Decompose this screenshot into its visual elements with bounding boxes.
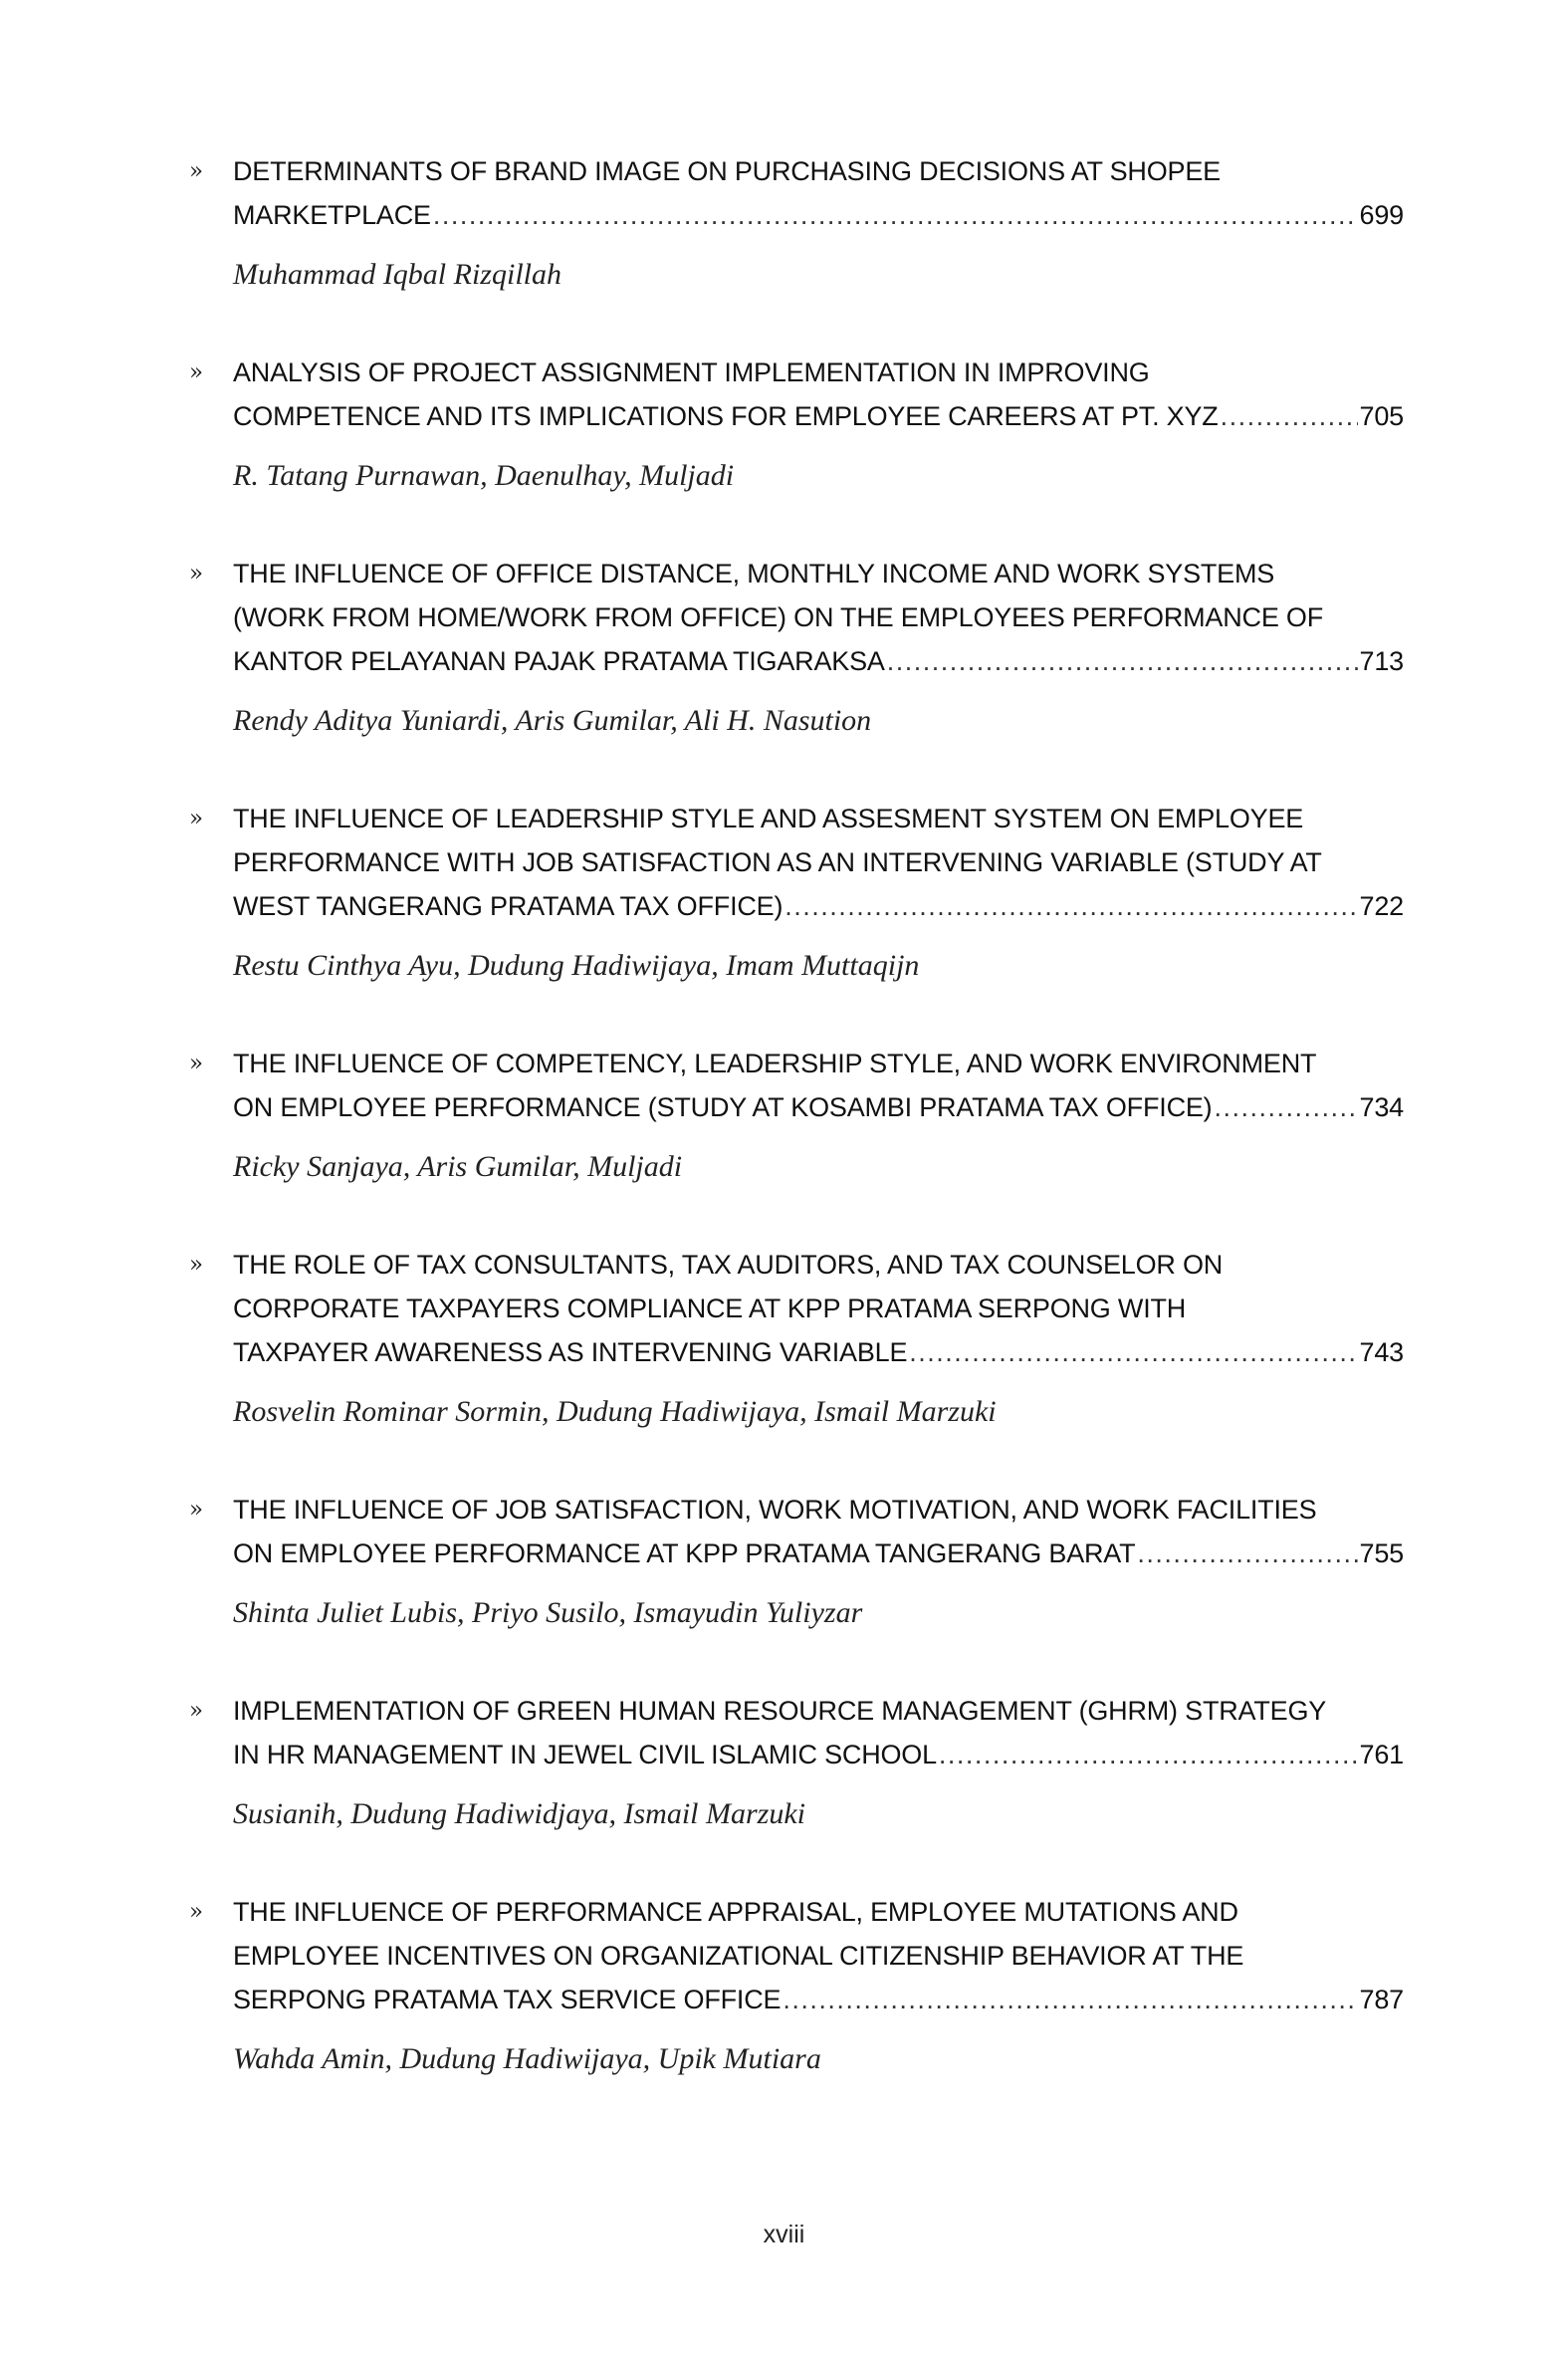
entry-title-line: THE INFLUENCE OF COMPETENCY, LEADERSHIP STYLE, AND WORK ENVIRONMENT [233, 1049, 1317, 1078]
entry-title-line: THE INFLUENCE OF JOB SATISFACTION, WORK MOTIVATION, AND WORK FACILITIES [233, 1495, 1317, 1525]
entry-title-last-line [233, 193, 1404, 237]
entry-title-line: THE INFLUENCE OF PERFORMANCE APPRAISAL, EMPLOYEE MUTATIONS AND [233, 1897, 1238, 1927]
entry-title-last-line [233, 1531, 1404, 1575]
entry-title-last-line [233, 1330, 1404, 1374]
bullet-icon: » [189, 561, 204, 587]
entry-title-line: IN HR MANAGEMENT IN JEWEL CIVIL ISLAMIC SCHOOL [233, 1740, 937, 1769]
dot-leader [433, 193, 1358, 237]
dot-leader [784, 884, 1357, 928]
entry-title-line: DETERMINANTS OF BRAND IMAGE ON PURCHASING DECISIONS AT SHOPEE [233, 156, 1221, 186]
entry-title-last-line [233, 1733, 1404, 1776]
entry-authors: Wahda Amin, Dudung Hadiwijaya, Upik Mutiara [233, 2042, 821, 2075]
bullet-icon: » [189, 158, 204, 184]
entry-title-last-line [233, 394, 1404, 438]
entry-title-line: ANALYSIS OF PROJECT ASSIGNMENT IMPLEMENTATION IN IMPROVING [233, 357, 1150, 387]
dot-leader [1214, 1085, 1357, 1129]
entry-title-line: ON EMPLOYEE PERFORMANCE AT KPP PRATAMA TANGERANG BARAT [233, 1538, 1136, 1568]
entry-page-number: 699 [1359, 200, 1404, 230]
entry-title-last-line [233, 1978, 1404, 2021]
entry-page-number: 743 [1359, 1337, 1404, 1367]
entry-authors: Rendy Aditya Yuniardi, Aris Gumilar, Ali H. Nasution [233, 704, 872, 737]
page-number: xviii [763, 2221, 805, 2248]
bullet-icon: » [189, 1899, 204, 1925]
entry-title-line: ON EMPLOYEE PERFORMANCE (STUDY AT KOSAMBI PRATAMA TAX OFFICE) [233, 1092, 1213, 1122]
dot-leader [909, 1330, 1357, 1374]
entry-title-line: WEST TANGERANG PRATAMA TAX OFFICE) [233, 891, 784, 921]
entry-page-number: 713 [1359, 646, 1404, 676]
bullet-icon: » [189, 1497, 204, 1523]
entry-title-last-line [233, 1085, 1404, 1129]
bullet-icon: » [189, 1698, 204, 1724]
entry-title-line: KANTOR PELAYANAN PAJAK PRATAMA TIGARAKSA [233, 646, 885, 676]
entry-authors: Shinta Juliet Lubis, Priyo Susilo, Ismayudin Yuliyzar [233, 1596, 863, 1629]
dot-leader [783, 1978, 1357, 2021]
entry-title [233, 552, 1404, 683]
entry-title-line: CORPORATE TAXPAYERS COMPLIANCE AT KPP PRATAMA SERPONG WITH [233, 1294, 1187, 1323]
entry-title [233, 1689, 1404, 1776]
entry-title-line: COMPETENCE AND ITS IMPLICATIONS FOR EMPLOYEE CAREERS AT PT. XYZ [233, 401, 1219, 431]
entry-title [233, 149, 1404, 237]
entry-page-number: 722 [1359, 891, 1404, 921]
entry-title [233, 1890, 1404, 2021]
entry-authors: Susianih, Dudung Hadiwidjaya, Ismail Marzuki [233, 1797, 805, 1830]
bullet-icon: » [189, 359, 204, 385]
entry-title-line: EMPLOYEE INCENTIVES ON ORGANIZATIONAL CITIZENSHIP BEHAVIOR AT THE [233, 1941, 1244, 1971]
dot-leader [1137, 1531, 1357, 1575]
dot-leader [939, 1733, 1358, 1776]
entry-title-line: (WORK FROM HOME/WORK FROM OFFICE) ON THE EMPLOYEES PERFORMANCE OF [233, 602, 1324, 632]
bullet-icon: » [189, 1252, 204, 1278]
entry-authors: Rosvelin Rominar Sormin, Dudung Hadiwijaya, Ismail Marzuki [233, 1395, 997, 1428]
entry-title-line: IMPLEMENTATION OF GREEN HUMAN RESOURCE MANAGEMENT (GHRM) STRATEGY [233, 1696, 1327, 1726]
entry-title-line: TAXPAYER AWARENESS AS INTERVENING VARIABLE [233, 1337, 908, 1367]
entry-title-line: THE INFLUENCE OF LEADERSHIP STYLE AND ASSESMENT SYSTEM ON EMPLOYEE [233, 804, 1304, 833]
entry-title [233, 1488, 1404, 1575]
entry-authors: Ricky Sanjaya, Aris Gumilar, Muljadi [233, 1150, 683, 1183]
entry-authors: Restu Cinthya Ayu, Dudung Hadiwijaya, Imam Muttaqijn [233, 949, 920, 982]
entry-page-number: 755 [1359, 1538, 1404, 1568]
entry-title-line: PERFORMANCE WITH JOB SATISFACTION AS AN INTERVENING VARIABLE (STUDY AT [233, 847, 1322, 877]
dot-leader [1221, 394, 1358, 438]
entry-title [233, 351, 1404, 438]
entry-authors: Muhammad Iqbal Rizqillah [233, 258, 561, 291]
entry-title [233, 1042, 1404, 1129]
entry-page-number: 787 [1359, 1985, 1404, 2014]
entry-title-line: MARKETPLACE [233, 200, 431, 230]
entry-page-number: 761 [1359, 1740, 1404, 1769]
bullet-icon: » [189, 806, 204, 831]
entry-title-line: SERPONG PRATAMA TAX SERVICE OFFICE [233, 1985, 782, 2014]
entry-title-last-line [233, 639, 1404, 683]
dot-leader [887, 639, 1358, 683]
entry-page-number: 734 [1359, 1092, 1404, 1122]
entry-page-number: 705 [1359, 401, 1404, 431]
entry-title-last-line [233, 884, 1404, 928]
entry-authors: R. Tatang Purnawan, Daenulhay, Muljadi [233, 459, 735, 492]
entry-title-line: THE INFLUENCE OF OFFICE DISTANCE, MONTHLY INCOME AND WORK SYSTEMS [233, 559, 1275, 588]
entry-title [233, 797, 1404, 928]
entry-title [233, 1243, 1404, 1374]
bullet-icon: » [189, 1051, 204, 1076]
entry-title-line: THE ROLE OF TAX CONSULTANTS, TAX AUDITORS, AND TAX COUNSELOR ON [233, 1250, 1224, 1280]
